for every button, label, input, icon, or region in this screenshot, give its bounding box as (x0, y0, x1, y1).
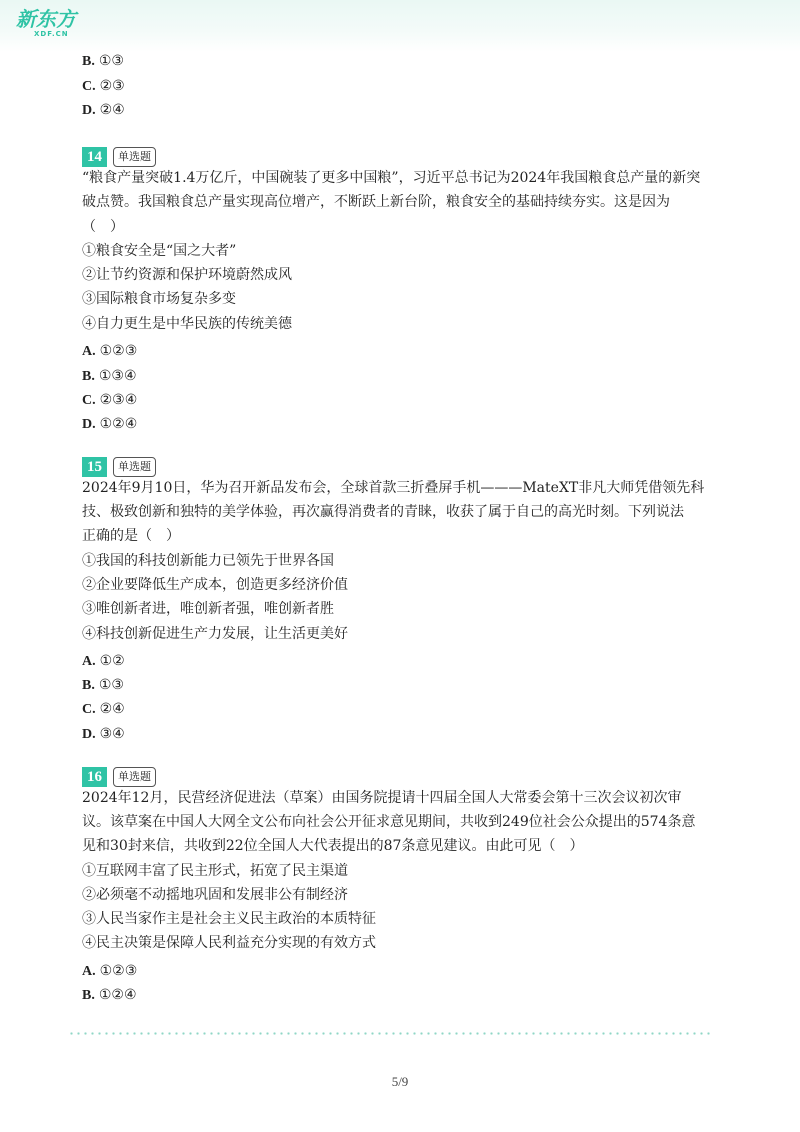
prev-option-b: B. ①③ (82, 53, 124, 69)
question-number-badge: 15 (82, 457, 107, 477)
question-16-statement: ③人民当家作主是社会主义民主政治的本质特征 (82, 911, 376, 927)
question-15-option-d: D. ③④ (82, 726, 125, 742)
prev-option-d: D. ②④ (82, 102, 125, 118)
question-15-stem-line: 2024年9月10日，华为召开新品发布会，全球首款三折叠屏手机———MateXT非凡大师凭借领先科 (82, 480, 705, 496)
question-14-statement: ③国际粮食市场复杂多变 (82, 291, 236, 307)
question-16-stem-line: 2024年12月，民营经济促进法（草案）由国务院提请十四届全国人大常委会第十三次会议初次审 (82, 790, 682, 806)
question-14-statement: ②让节约资源和保护环境蔚然成风 (82, 267, 292, 283)
question-type-tag: 单选题 (113, 457, 156, 477)
xdf-logo (16, 8, 86, 44)
question-16-option-a: A. ①②③ (82, 963, 138, 979)
question-14-statement: ①粮食安全是“国之大者” (82, 243, 237, 259)
logo-sub-text: XDF.CN (34, 30, 69, 38)
question-15-option-a: A. ①② (82, 653, 125, 669)
question-number-badge: 14 (82, 147, 107, 167)
question-14-option-b: B. ①③④ (82, 368, 137, 384)
header-band (0, 0, 800, 52)
question-15-option-b: B. ①③ (82, 677, 124, 693)
question-16-statement: ②必须毫不动摇地巩固和发展非公有制经济 (82, 887, 348, 903)
question-16-statement: ④民主决策是保障人民利益充分实现的有效方式 (82, 935, 376, 951)
page-number: 5/9 (391, 1074, 409, 1089)
logo-main-text: 新东方 (16, 7, 76, 31)
question-type-tag: 单选题 (113, 767, 156, 787)
question-14-stem-line: 破点赞。我国粮食总产量实现高位增产，不断跃上新台阶，粮食安全的基础持续夯实。这是因为 (82, 194, 670, 210)
question-14-option-d: D. ①②④ (82, 416, 138, 432)
question-14-stem-line: “粮食产量突破1.4万亿斤，中国碗装了更多中国粮”，习近平总书记为2024年我国粮食总产量的新突 (82, 170, 701, 186)
question-type-tag: 单选题 (113, 147, 156, 167)
question-16-option-b: B. ①②④ (82, 987, 137, 1003)
question-15-stem-line: 技、极致创新和独特的美学体验，再次赢得消费者的青睐，收获了属于自己的高光时刻。下列说法 (82, 504, 684, 520)
question-16-statement: ①互联网丰富了民主形式，拓宽了民主渠道 (82, 863, 348, 879)
prev-option-c: C. ②③ (82, 78, 125, 94)
footer-dotted-divider (68, 1032, 710, 1035)
question-15-statement: ①我国的科技创新能力已领先于世界各国 (82, 553, 334, 569)
question-15-statement: ④科技创新促进生产力发展，让生活更美好 (82, 626, 348, 642)
question-number-badge: 16 (82, 767, 107, 787)
question-14-stem-line: （ ） (82, 219, 124, 235)
question-14-statement: ④自力更生是中华民族的传统美德 (82, 316, 292, 332)
question-16-stem-line: 议。该草案在中国人大网全文公布向社会公开征求意见期间，共收到249位社会公众提出的574条意 (82, 814, 696, 830)
question-15-statement: ②企业要降低生产成本，创造更多经济价值 (82, 577, 348, 593)
question-14-option-c: C. ②③④ (82, 392, 138, 408)
question-15-statement: ③唯创新者进，唯创新者强，唯创新者胜 (82, 601, 334, 617)
question-14-option-a: A. ①②③ (82, 343, 138, 359)
question-15-option-c: C. ②④ (82, 701, 125, 717)
question-15-stem-line: 正确的是（ ） (82, 528, 180, 544)
question-16-stem-line: 见和30封来信，共收到22位全国人大代表提出的87条意见建议。由此可见（ ） (82, 838, 584, 854)
